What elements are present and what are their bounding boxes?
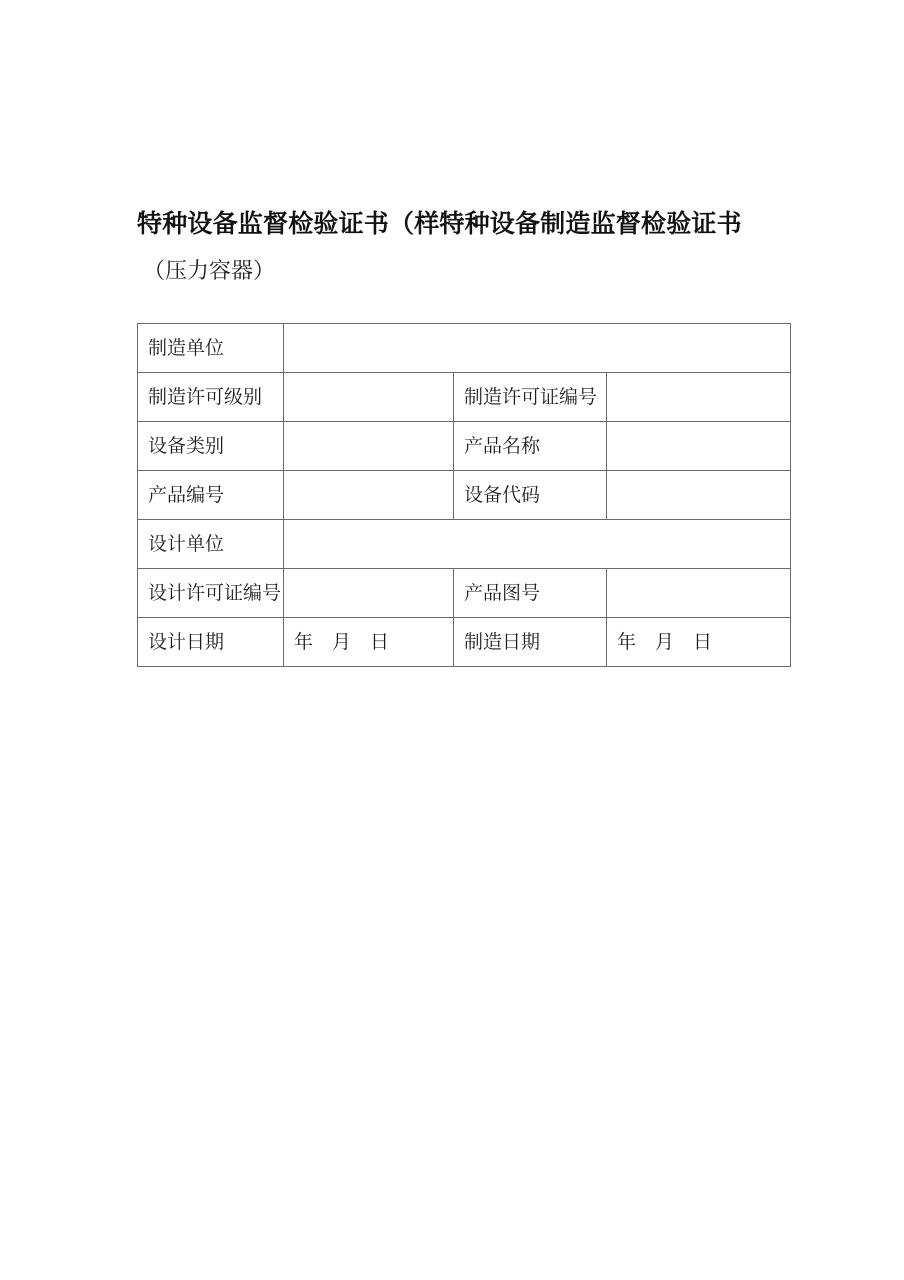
field-label-manufacture-date: 制造日期 [454, 618, 607, 667]
field-value-manufacture-license-grade[interactable] [284, 373, 454, 422]
field-value-design-license-number[interactable] [284, 569, 454, 618]
field-value-product-number[interactable] [284, 471, 454, 520]
field-label-manufacturer: 制造单位 [138, 324, 284, 373]
table-row [138, 618, 791, 667]
field-value-product-name[interactable] [607, 422, 791, 471]
table-row [138, 373, 791, 422]
field-value-manufacturer[interactable] [284, 324, 791, 373]
field-value-equipment-category[interactable] [284, 422, 454, 471]
field-value-product-drawing-number[interactable] [607, 569, 791, 618]
field-label-product-drawing-number: 产品图号 [454, 569, 607, 618]
field-label-design-unit: 设计单位 [138, 520, 284, 569]
field-label-product-number: 产品编号 [138, 471, 284, 520]
certificate-form-table [137, 323, 790, 667]
heading-block [137, 200, 797, 296]
page-subtitle: （压力容器） [143, 259, 276, 284]
field-value-manufacture-date[interactable]: 年 月 日 [607, 618, 791, 667]
field-value-equipment-code[interactable] [607, 471, 791, 520]
page-title: 特种设备监督检验证书（样特种设备制造监督检验证书 [137, 209, 742, 238]
field-label-product-name: 产品名称 [454, 422, 607, 471]
table-row [138, 324, 791, 373]
table-row [138, 422, 791, 471]
field-label-manufacture-license-grade: 制造许可级别 [138, 373, 284, 422]
table-row [138, 569, 791, 618]
field-label-design-date: 设计日期 [138, 618, 284, 667]
field-label-equipment-code: 设备代码 [454, 471, 607, 520]
field-label-equipment-category: 设备类别 [138, 422, 284, 471]
field-label-design-license-number: 设计许可证编号 [138, 569, 284, 618]
field-value-design-unit[interactable] [284, 520, 791, 569]
field-value-design-date[interactable]: 年 月 日 [284, 618, 454, 667]
table-row [138, 520, 791, 569]
field-label-manufacture-license-number: 制造许可证编号 [454, 373, 607, 422]
field-value-manufacture-license-number[interactable] [607, 373, 791, 422]
table-row [138, 471, 791, 520]
